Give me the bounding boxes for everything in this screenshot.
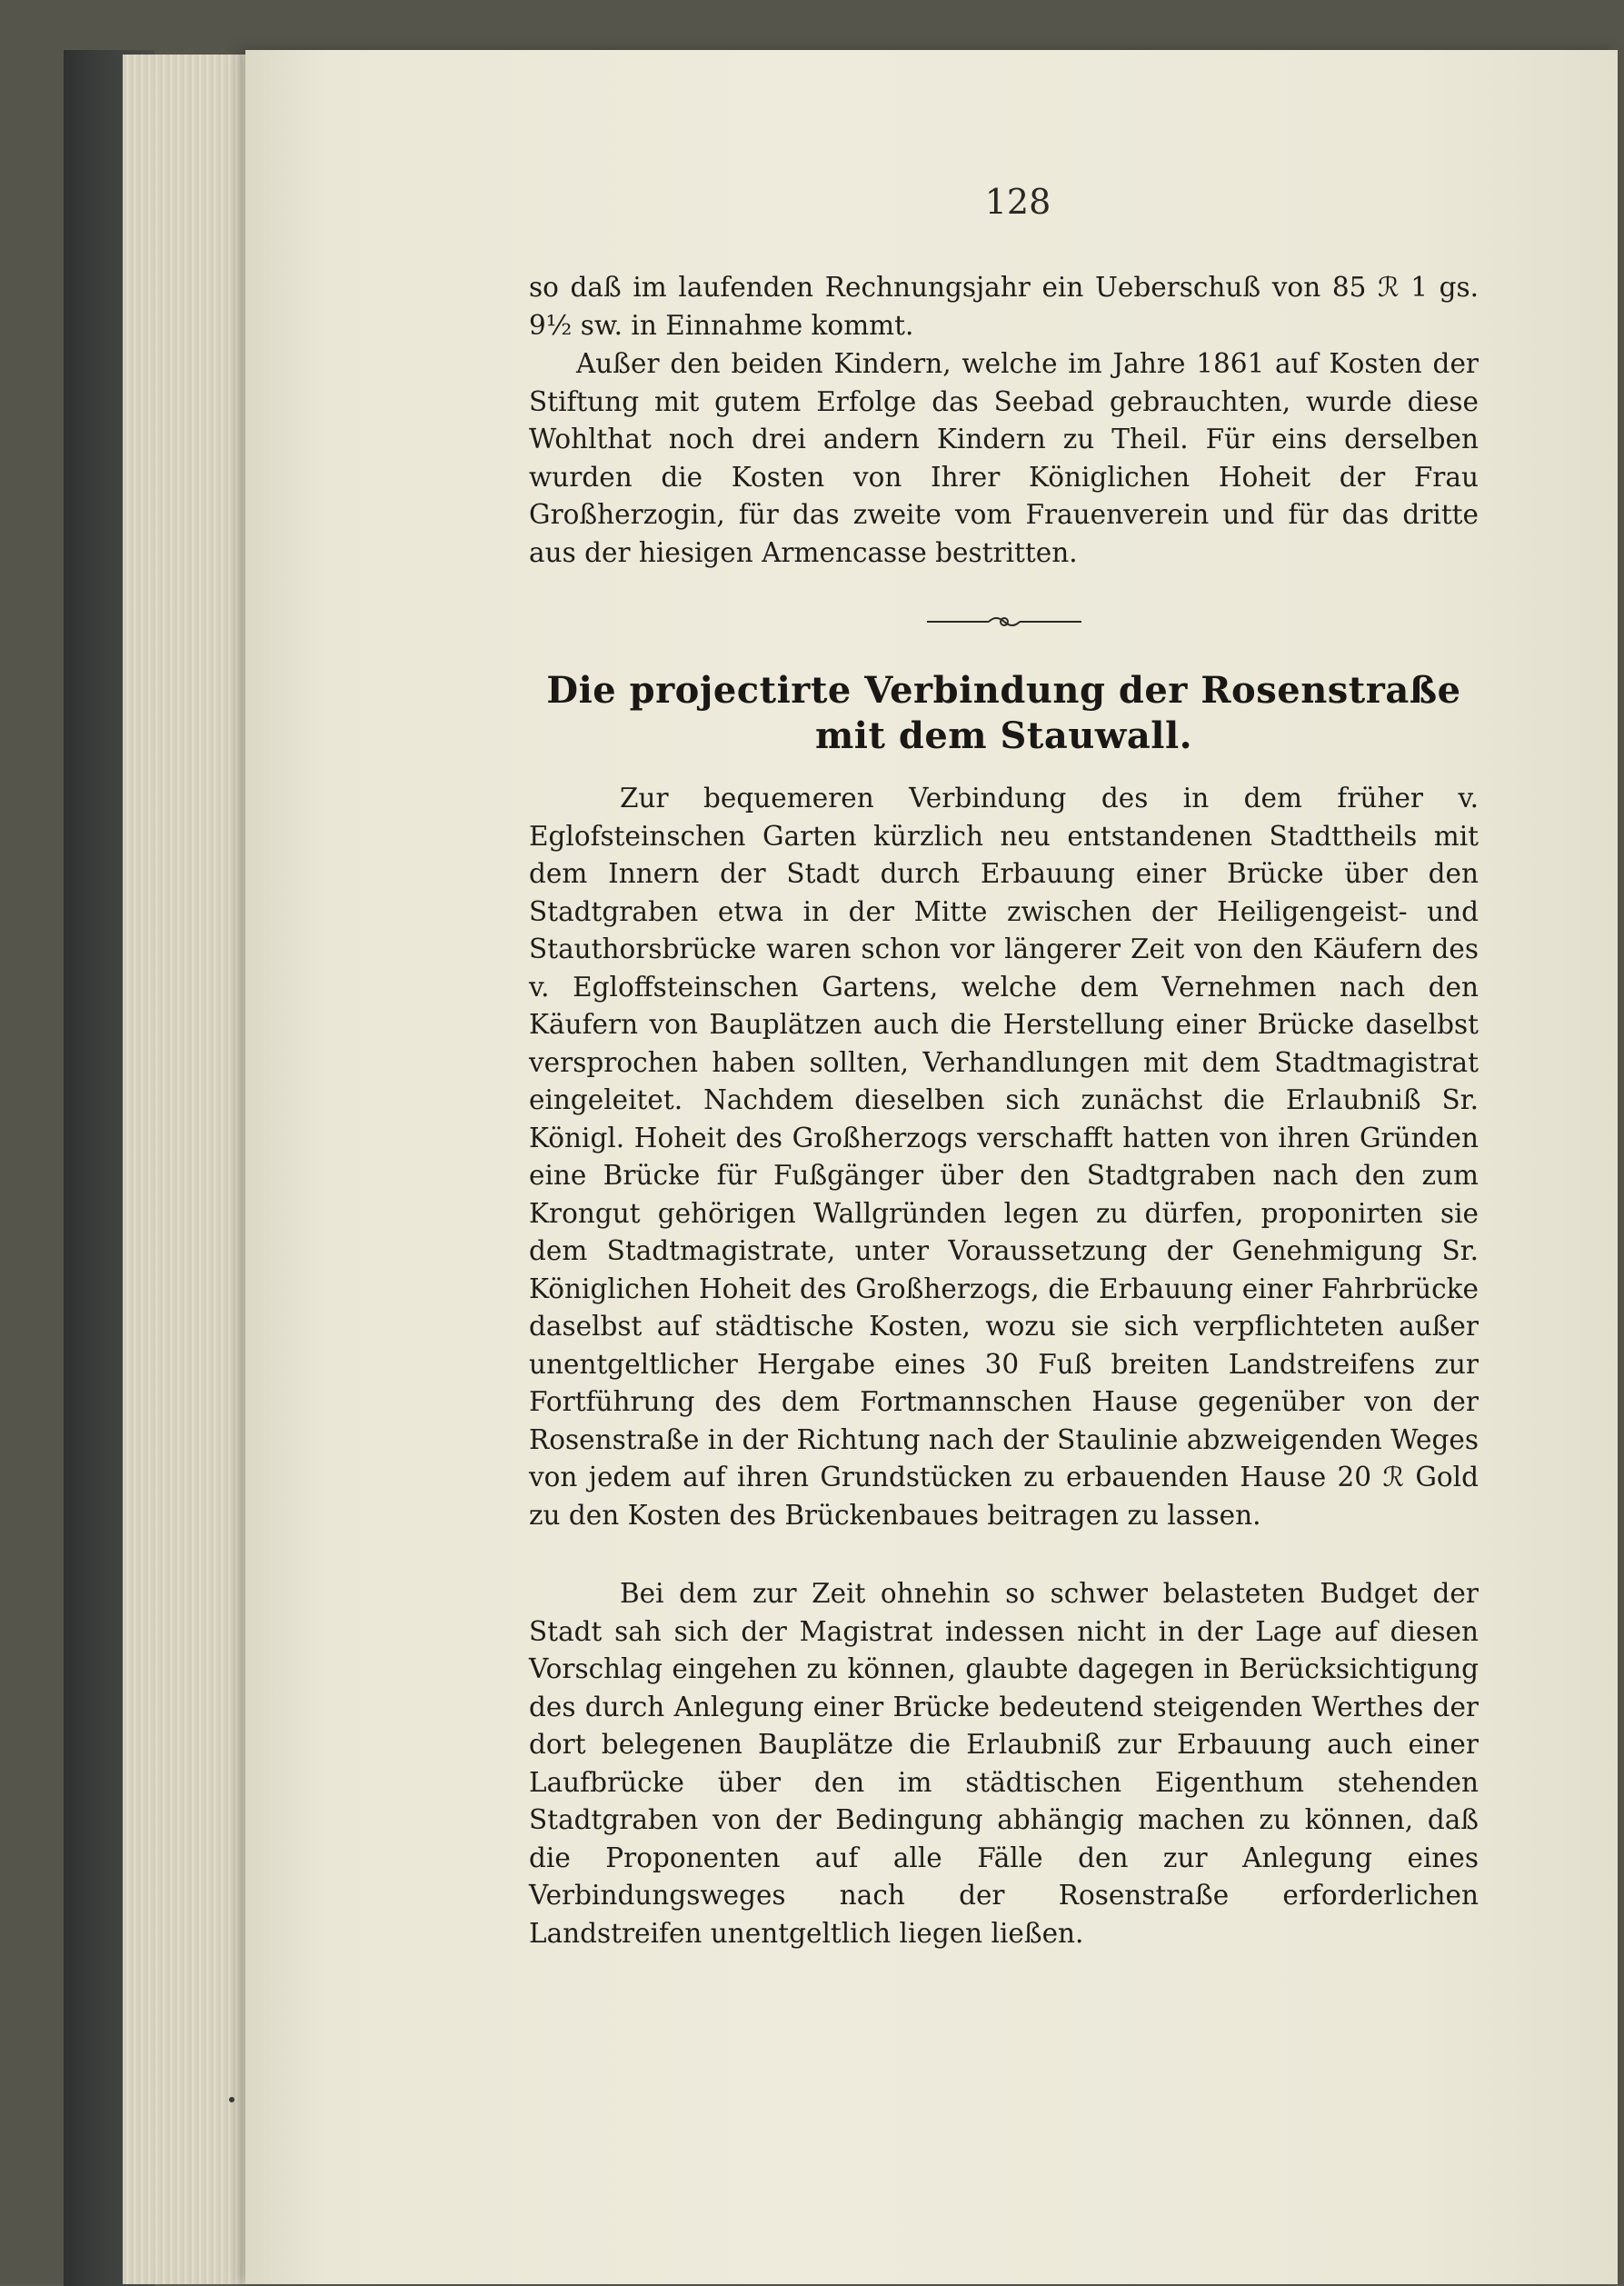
paragraph-children: Außer den beiden Kindern, welche im Jahre 1861 auf Kosten der Stiftung mit gutem Erfolge das Seebad gebrauchten, wurde diese Wohlthat noch drei andern Kindern zu Theil. Für eins derselben wurden die Kosten von Ihrer Königlichen Hoheit der Frau Großherzogin, für das zweite vom Frauenverein und für das dritte aus der hiesigen Armencasse bestritten. [529,348,1479,568]
paragraph-continued: so daß im laufenden Rechnungsjahr ein Ueberschuß von 85 ℛ 1 gs. 9½ sw. in Einnahme kommt. [529,272,1479,341]
ink-speck [229,2097,234,2102]
article-paragraph-2: Bei dem zur Zeit ohnehin so schwer belasteten Budget der Stadt sah sich der Magistrat indessen nicht in der Lage auf diesen Vorschlag eingehen zu können, glaubte dagegen in Berücksichtigung des durch Anlegung einer Brücke bedeutend steigenden Werthes der dort belegenen Bauplätze die Erlaubniß zur Erbauung auch einer Laufbrücke über den im städtischen Eigenthum stehenden Stadtgraben von der Bedingung abhängig machen zu können, daß die Proponenten auf alle Fälle den zur Anlegung eines Verbindungsweges nach der Rosenstraße erforderlichen Landstreifen unentgeltlich liegen ließen. [529,1578,1479,1949]
ornament-divider-icon [927,611,1081,633]
page-number: 128 [984,182,1051,222]
article-paragraph-1: Zur bequemeren Verbindung des in dem früher v. Eglofsteinschen Garten kürzlich neu entstandenen Stadttheils mit dem Innern der Stadt durch Erbauung einer Brücke über den Stadtgraben etwa in der Mitte zwischen der Heiligengeist- und Stauthorsbrücke waren schon vor längerer Zeit von den Käufern des v. Egloffsteinschen Gartens, welche dem Vernehmen nach den Käufern von Bauplätzen auch die Herstellung einer Brücke daselbst versprochen haben sollten, Verhandlungen mit dem Stadtmagistrat eingeleitet. Nachdem dieselben sich zunächst die Erlaubniß Sr. Königl. Hoheit des Großherzogs verschafft hatten von ihren Gründen eine Brücke für Fußgänger über den Stadtgraben nach den zum Krongut gehörigen Wallgründen legen zu dürfen, proponirten sie dem Stadtmagistrate, unter Voraussetzung der Genehmigung Sr. Königlichen Hoheit des Großherzogs, die Erbauung einer Fahrbrücke daselbst auf städtische Kosten, wozu sie sich verpflichteten außer unentgeltlicher Hergabe eines 30 Fuß breiten Landstreifens zur Fortführung des dem Fortmannschen Hause gegenüber von der Rosenstraße in der Richtung nach der Staulinie abzweigenden Weges von jedem auf ihren Grundstücken zu erbauenden Hause 20 ℛ Gold zu den Kosten des Brückenbaues beitragen zu lassen. [529,783,1479,1531]
article-heading: Die projectirte Verbindung der Rosenstraße mit dem Stauwall. [546,669,1461,757]
